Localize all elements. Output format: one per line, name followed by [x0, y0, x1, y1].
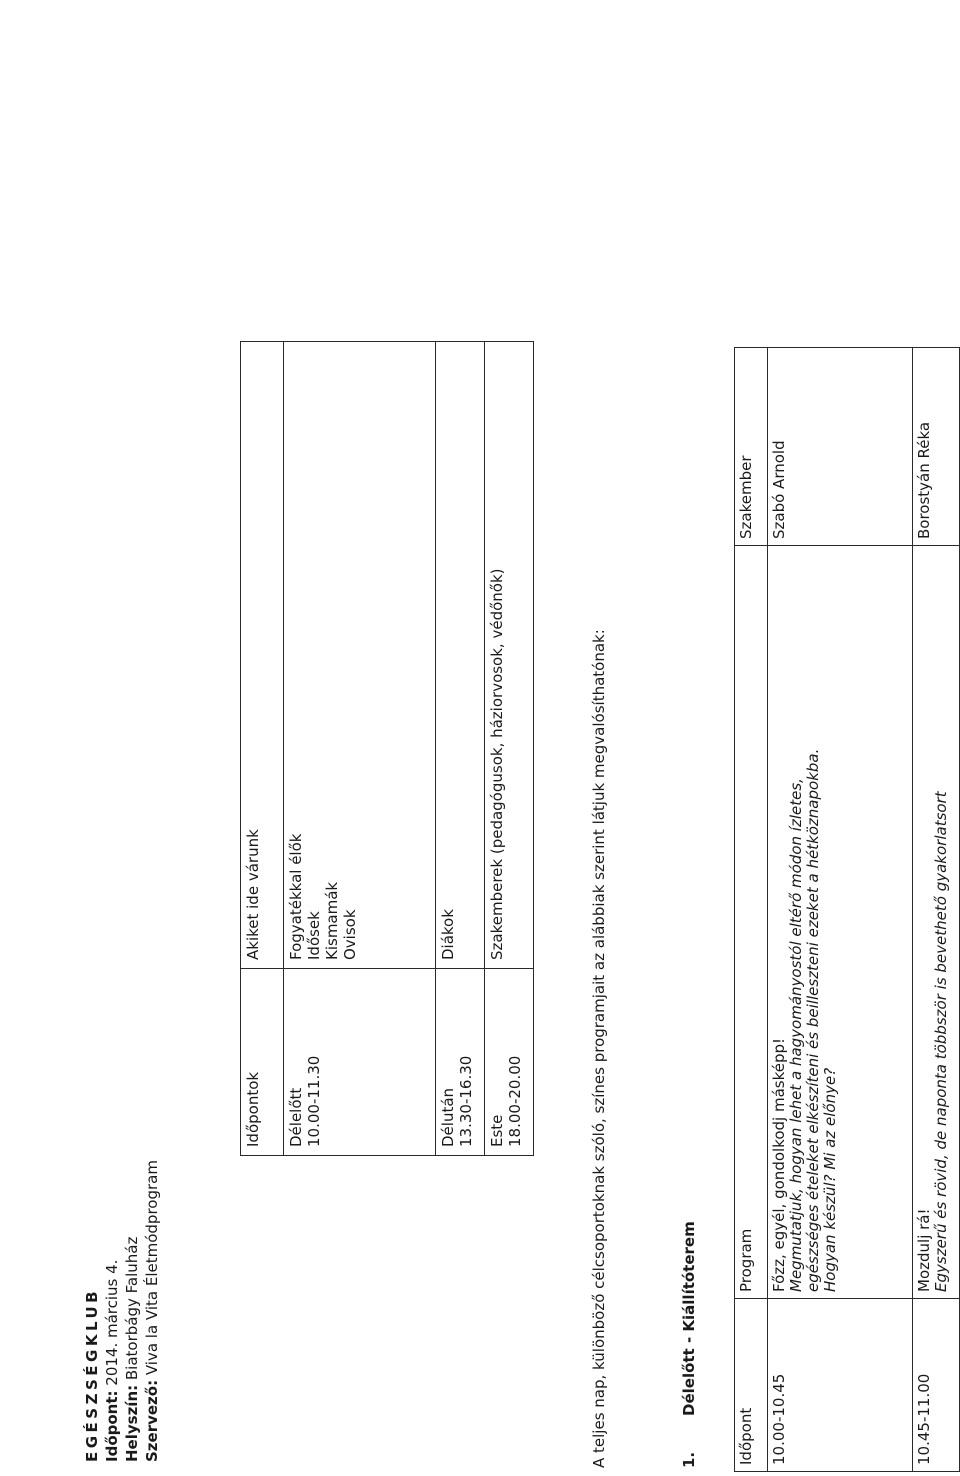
program-time: 10.00-10.45 [768, 1299, 913, 1472]
audience-cell [485, 342, 534, 969]
document-title: EGÉSZSÉGKLUB [83, 1287, 101, 1462]
period-label: Délután [439, 1087, 457, 1147]
table-row [913, 348, 960, 1472]
header-expert: Szakember [735, 348, 768, 546]
header-timeslots: Időpontok [241, 969, 284, 1156]
program-expert: Borostyán Réka [913, 348, 960, 546]
program-cell [768, 546, 913, 1299]
period-time: 13.30-16.30 [457, 1055, 475, 1147]
period-label: Este [488, 1114, 506, 1147]
program-title: Mozdulj rá! [915, 1208, 933, 1292]
audience-cell [436, 342, 485, 969]
timeslot-cell [284, 969, 436, 1156]
table-row [436, 342, 485, 1156]
table-row [284, 342, 436, 1156]
date-value: 2014. március 4. [103, 1259, 121, 1391]
venue-value: Biatorbágy Faluház [123, 1236, 141, 1385]
section-title: Délelőtt - Kiállítóterem [680, 1221, 698, 1416]
organizer-label: Szervező: [143, 1379, 161, 1462]
period-time: 18.00-20.00 [506, 1055, 524, 1147]
table-row [485, 342, 534, 1156]
section-number: 1. [680, 1451, 698, 1468]
audience-item: Kismamák [323, 881, 341, 960]
program-description-line: Egyszerű és rövid, de naponta többször is bevethető gyakorlatsort [932, 791, 950, 1292]
intro-paragraph: A teljes nap, különböző célcsoportoknak szóló, színes programjait az alábbiak szerint látjuk megvalósíthatónak: [590, 629, 608, 1468]
venue-line [122, 1160, 142, 1462]
table-header-row [241, 342, 284, 1156]
program-description-line: egészséges ételeket elkészíteni és beilleszteni ezeket a hétköznapokba. [804, 748, 822, 1292]
audience-item: Ovisok [341, 909, 359, 960]
program-title: Főzz, egyél, gondolkodj másképp! [770, 1037, 788, 1292]
audience-item: Fogyatékkal élők [287, 833, 305, 960]
organizer-line [142, 1160, 162, 1462]
period-label: Délelőtt [287, 1087, 305, 1147]
program-cell [913, 546, 960, 1299]
audience-item: Szakemberek (pedagógusok, háziorvosok, védőnők) [488, 568, 506, 960]
timeslot-cell [485, 969, 534, 1156]
program-description-line: Hogyan készül? Mi az előnye? [821, 1067, 839, 1292]
program-time: 10.45-11.00 [913, 1299, 960, 1472]
audience-cell [284, 342, 436, 969]
program-expert: Szabó Arnold [768, 348, 913, 546]
header-program: Program [735, 546, 768, 1299]
date-label: Időpont: [103, 1390, 121, 1462]
audience-item: Idősek [305, 911, 323, 960]
venue-label: Helyszín: [123, 1384, 141, 1462]
section-heading [680, 1221, 698, 1468]
program-description-line: Megmutatjuk, hogyan lehet a hagyományostól eltérő módon ízletes, [787, 778, 805, 1292]
organizer-value: Viva la Vita Életmódprogram [143, 1160, 161, 1380]
timeslot-cell [436, 969, 485, 1156]
target-groups-table [240, 341, 534, 1156]
document-header [82, 1160, 162, 1462]
header-audience: Akiket ide várunk [241, 342, 284, 969]
table-row [768, 348, 913, 1472]
period-time: 10.00-11.30 [305, 1055, 323, 1147]
program-table [734, 347, 960, 1472]
audience-item: Diákok [439, 909, 457, 960]
table-header-row [735, 348, 768, 1472]
date-line [102, 1160, 122, 1462]
header-time: Időpont [735, 1299, 768, 1472]
